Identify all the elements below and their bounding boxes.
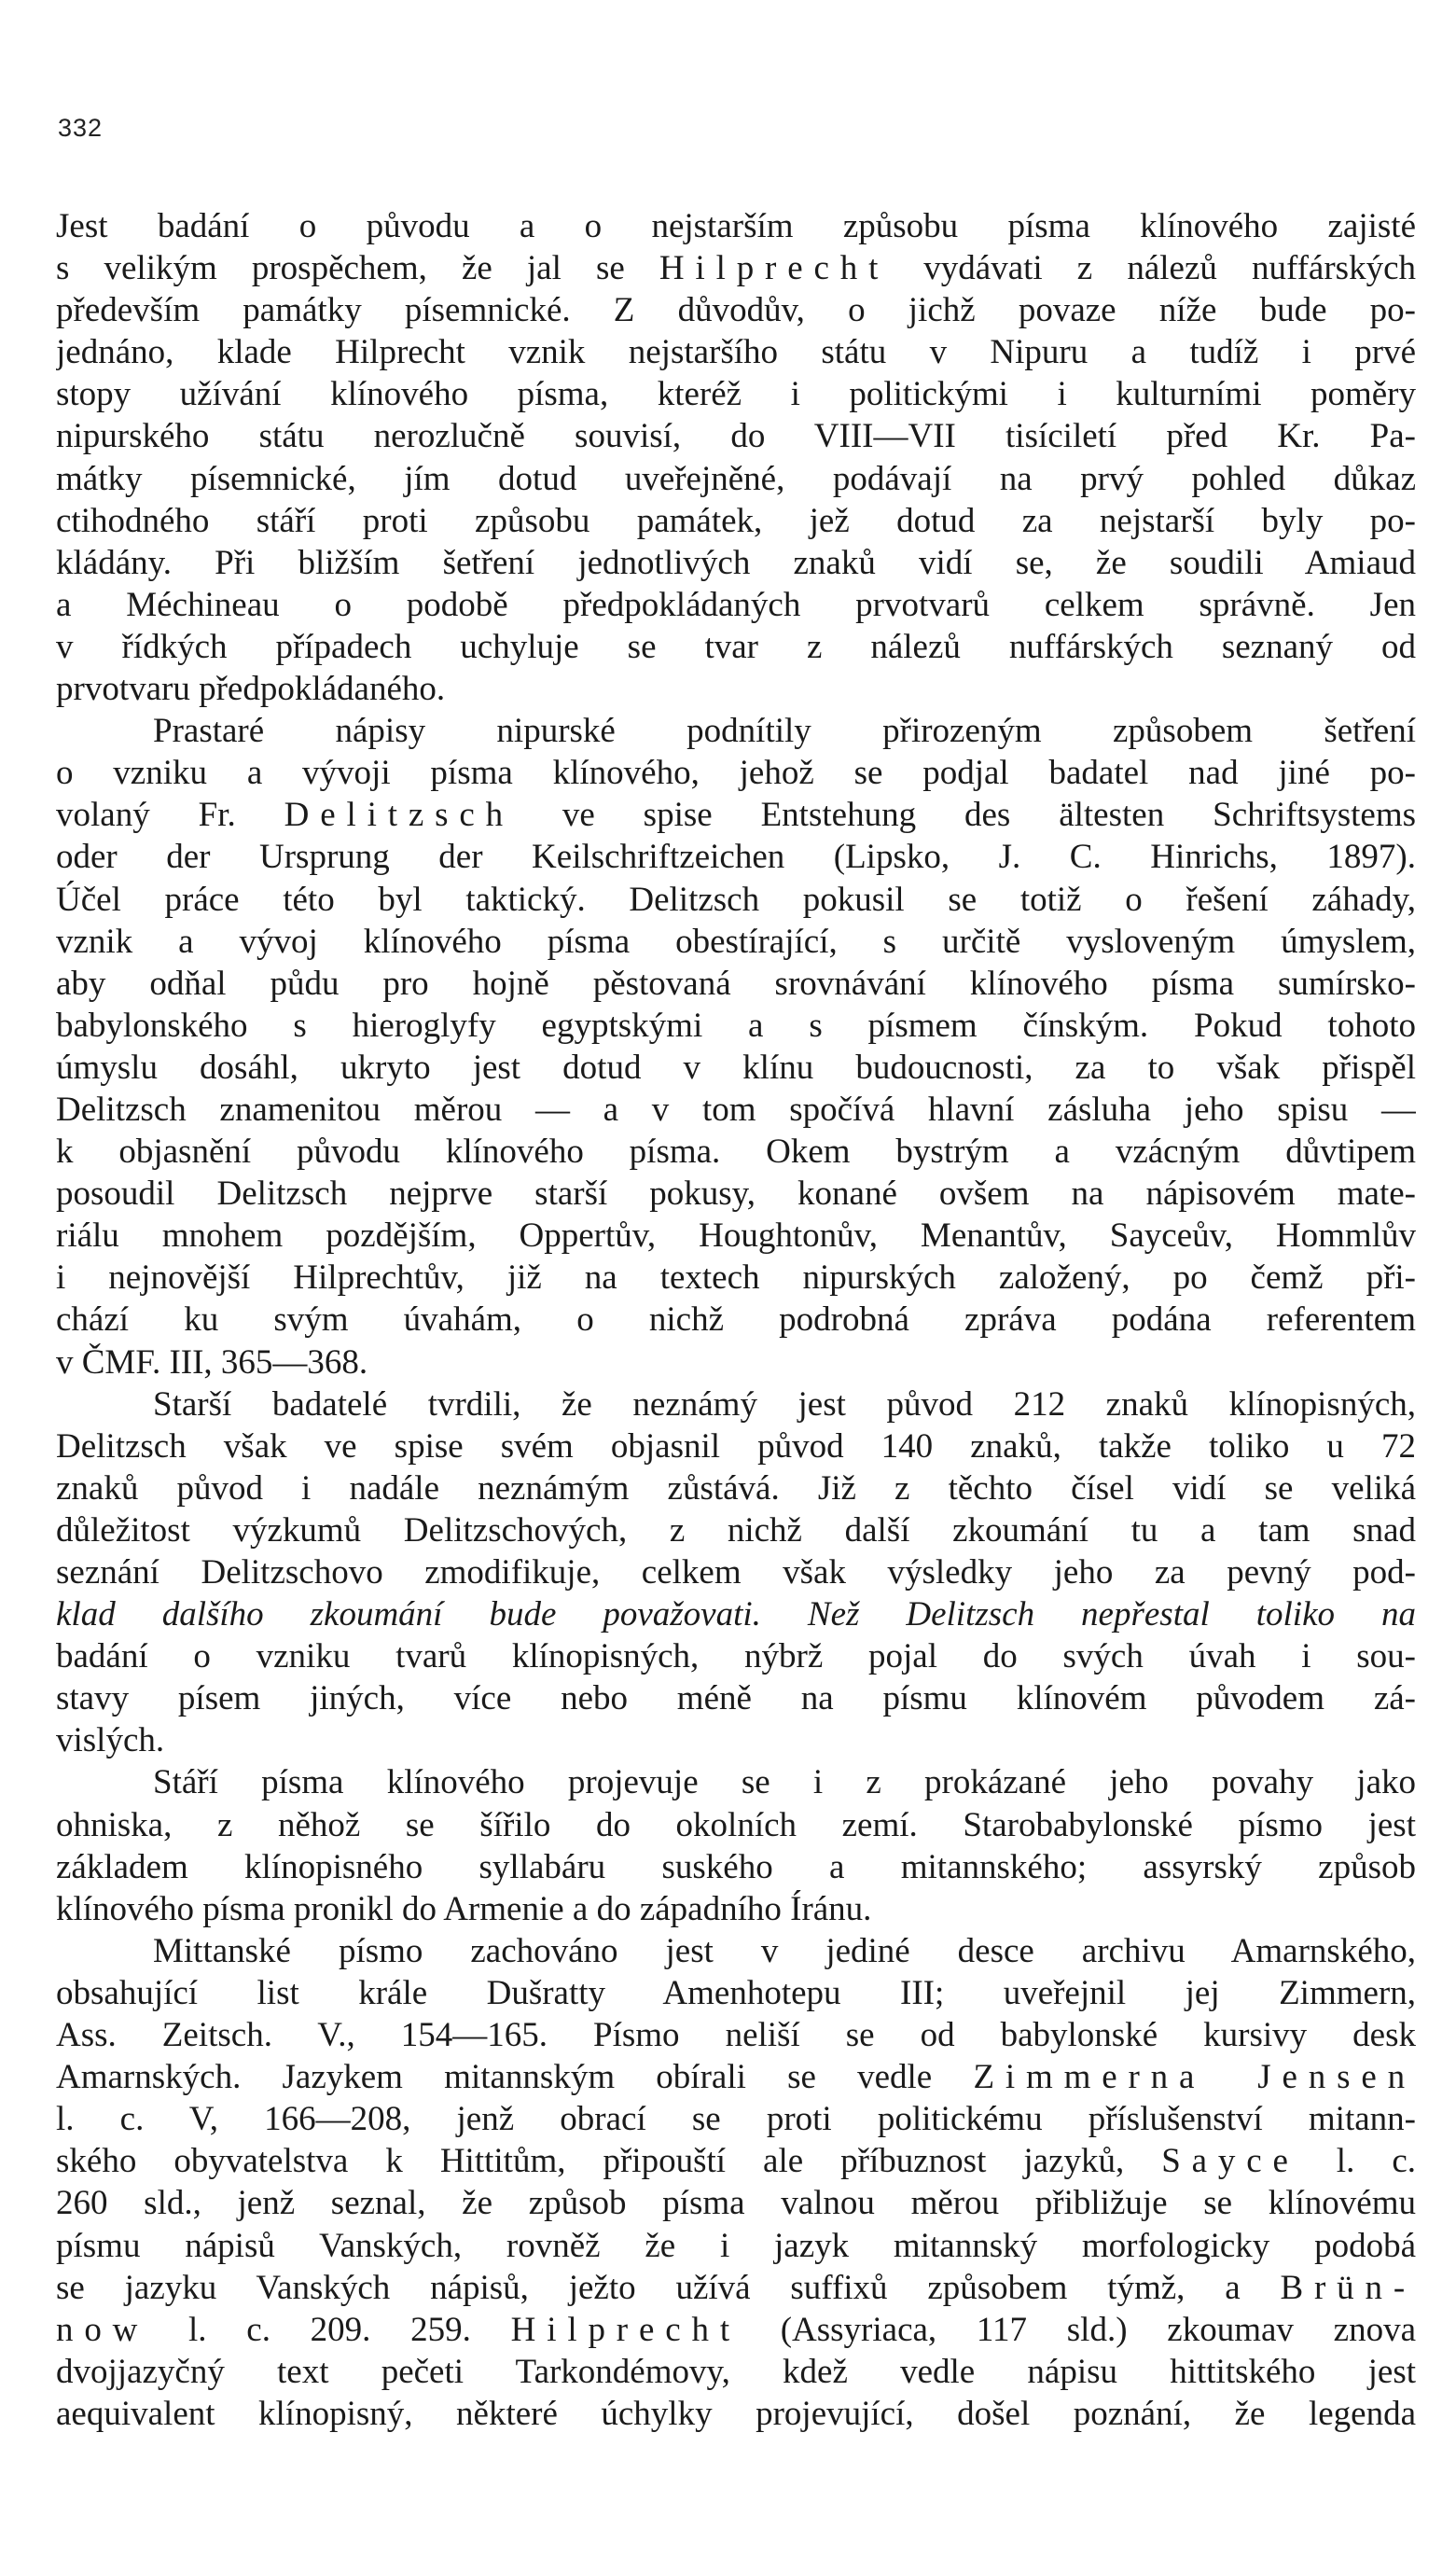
text-line [56, 2393, 1416, 2435]
text-segment: badání o vzniku tvarů klínopisných, nýbrž pojal do svých úvah i sou- [56, 1637, 1416, 1676]
text-segment: ctihodného stáří proti způsobu památek, jež dotud za nejstarší byly po- [56, 501, 1416, 540]
text-line [56, 1635, 1416, 1677]
text-segment: (Assyriaca, 117 sld.) zkoumav znova [740, 2310, 1416, 2349]
text-segment: se jazyku Vanských nápisů, ježto užívá suffixů způsobem týmž, a [56, 2268, 1281, 2307]
text-segment: Amarnských. Jazykem mitannským obírali se vedle [56, 2058, 974, 2097]
text-segment: vislých. [56, 1721, 165, 1760]
text-segment: s velikým prospěchem, že jal se [56, 249, 659, 288]
body-text [56, 205, 1416, 2435]
text-segment: ve spise Entstehung des ältesten Schriftsystems [513, 796, 1416, 835]
text-segment: ohniska, z něhož se šířilo do okolních zemí. Starobabylonské písmo jest [56, 1805, 1416, 1844]
text-line [56, 1677, 1416, 1719]
text-line [56, 1005, 1416, 1047]
text-segment: chází ku svým úvahám, o nichž podrobná zpráva podána referentem [56, 1300, 1416, 1340]
text-segment: klínového písma pronikl do Armenie a do západního Íránu. [56, 1889, 872, 1928]
spaced-name: Hilprecht [659, 249, 890, 288]
text-line [56, 1930, 1416, 1972]
text-line [56, 584, 1416, 626]
text-segment: aequivalent klínopisný, některé úchylky projevující, došel poznání, že legenda [56, 2394, 1416, 2433]
text-line [56, 2309, 1416, 2351]
text-segment: oder der Ursprung der Keilschriftzeichen (Lipsko, J. C. Hinrichs, 1897). [56, 838, 1416, 877]
text-line [56, 1131, 1416, 1173]
text-line [56, 1467, 1416, 1509]
text-segment: v ČMF. III, 365—368. [56, 1342, 368, 1382]
text-line [56, 1509, 1416, 1551]
text-line [56, 2056, 1416, 2098]
text-segment: vznik a vývoj klínového písma obestírající, s určitě vysloveným úmyslem, [56, 922, 1416, 961]
text-segment: riálu mnohem pozdějším, Oppertův, Houghtonův, Menantův, Sayceův, Hommlův [56, 1216, 1416, 1256]
text-segment: Delitzsch však ve spise svém objasnil původ 140 znaků, takže toliko u 72 [56, 1426, 1416, 1466]
text-line [56, 1383, 1416, 1425]
text-line [56, 2267, 1416, 2309]
text-segment: Starší badatelé tvrdili, že neznámý jest původ 212 znaků klínopisných, [153, 1384, 1416, 1424]
text-line [56, 794, 1416, 836]
text-segment: důležitost výzkumů Delitzschových, z nichž další zkoumání tu a tam snad [56, 1510, 1416, 1550]
text-segment: babylonského s hieroglyfy egyptskými a s písmem čínským. Pokud tohoto [56, 1006, 1416, 1045]
text-line [56, 205, 1416, 247]
page-number: 332 [58, 114, 104, 142]
text-segment: 260 sld., jenž seznal, že způsob písma valnou měrou přibližuje se klínovému [56, 2184, 1416, 2223]
text-line [56, 963, 1416, 1005]
text-segment: Jest badání o původu a o nejstarším způsobu písma klínového zajisté [56, 207, 1416, 245]
text-line [56, 836, 1416, 878]
text-line [56, 710, 1416, 752]
text-line [56, 1257, 1416, 1299]
text-segment: Ass. Zeitsch. V., 154—165. Písmo neliší se od babylonské kursivy desk [56, 2016, 1416, 2055]
text-line [56, 626, 1416, 668]
text-segment: klad dalšího zkoumání bude považovati. Než Delitzsch nepřestal toliko na [56, 1595, 1416, 1634]
text-line [56, 1425, 1416, 1467]
text-line [56, 2140, 1416, 2182]
text-segment: úmyslu dosáhl, ukryto jest dotud v klínu budoucnosti, za to však přispěl [56, 1048, 1416, 1087]
text-line [56, 2182, 1416, 2224]
text-line [56, 1342, 1416, 1383]
text-line [56, 1761, 1416, 1803]
text-line [56, 2014, 1416, 2056]
text-line [56, 1804, 1416, 1846]
text-segment: nipurského státu nerozlučně souvisí, do VIII—VII tisíciletí před Kr. Pa- [56, 417, 1416, 456]
text-segment: seznání Delitzschovo zmodifikuje, celkem však výsledky jeho za pevný pod- [56, 1553, 1416, 1592]
text-segment: ského obyvatelstva k Hittitům, připouští ale příbuznost jazyků, [56, 2142, 1162, 2181]
text-line [56, 1551, 1416, 1593]
text-segment: prvotvaru předpokládaného. [56, 670, 446, 709]
text-segment: i nejnovější Hilprechtův, již na textech nipurských založený, po čemž při- [56, 1258, 1416, 1298]
text-line [56, 1173, 1416, 1215]
text-segment: základem klínopisného syllabáru suského a mitannského; assyrský způsob [56, 1847, 1416, 1886]
text-line [56, 1299, 1416, 1341]
text-line [56, 1047, 1416, 1089]
text-segment: volaný Fr. [56, 796, 284, 835]
text-segment: znaků původ i nadále neznámým zůstává. Již z těchto čísel vidí se veliká [56, 1468, 1416, 1508]
spaced-name: Brün- [1280, 2268, 1416, 2307]
text-segment: o vzniku a vývoji písma klínového, jehož se podjal badatel nad jiné po- [56, 754, 1416, 793]
text-line [56, 289, 1416, 331]
text-segment: především památky písemnické. Z důvodův, o jichž povaze níže bude po- [56, 291, 1416, 330]
text-segment: l. c. [1298, 2142, 1416, 2181]
text-line [56, 331, 1416, 373]
text-line [56, 2225, 1416, 2267]
text-segment: Stáří písma klínového projevuje se i z prokázané jeho povahy jako [153, 1763, 1416, 1802]
text-segment: obsahující list krále Dušratty Amenhotepu III; uveřejnil jej Zimmern, [56, 1973, 1416, 2012]
text-segment: Mittanské písmo zachováno jest v jediné desce archivu Amarnského, [153, 1931, 1416, 1970]
text-line [56, 2351, 1416, 2393]
text-line [56, 1089, 1416, 1131]
text-segment: vydávati z nálezů nuffárských [889, 249, 1416, 288]
text-line [56, 2098, 1416, 2140]
text-segment: aby odňal půdu pro hojně pěstovaná srovnávání klínového písma sumírsko- [56, 964, 1416, 1003]
text-line [56, 458, 1416, 500]
text-segment: Delitzsch znamenitou měrou — a v tom spočívá hlavní zásluha jeho spisu — [56, 1090, 1416, 1129]
text-line [56, 1215, 1416, 1257]
text-line [56, 247, 1416, 289]
text-segment: dvojjazyčný text pečeti Tarkondémovy, kdež vedle nápisu hittitského jest [56, 2352, 1416, 2391]
text-segment: stavy písem jiných, více nebo méně na písmu klínovém původem zá- [56, 1679, 1416, 1718]
text-line [56, 879, 1416, 921]
text-segment: jednáno, klade Hilprecht vznik nejstaršího státu v Nipuru a tudíž i prvé [56, 333, 1416, 372]
spaced-name: Delitzsch [284, 796, 514, 835]
text-segment: Prastaré nápisy nipurské podnítily přirozeným způsobem šetření [153, 712, 1416, 751]
text-line [56, 921, 1416, 963]
text-line [56, 752, 1416, 794]
spaced-name: Zimmerna Jensen [973, 2058, 1416, 2097]
text-segment: a Méchineau o podobě předpokládaných prvotvarů celkem správně. Jen [56, 585, 1416, 624]
text-segment: l. c. 209. 259. [148, 2310, 511, 2349]
text-line [56, 668, 1416, 710]
text-line [56, 1846, 1416, 1888]
text-segment: kládány. Při bližším šetření jednotlivých znaků vidí se, že soudili Amiaud [56, 543, 1416, 582]
text-line [56, 1719, 1416, 1761]
text-line [56, 1972, 1416, 2014]
text-segment: k objasnění původu klínového písma. Okem bystrým a vzácným důvtipem [56, 1133, 1416, 1172]
text-line [56, 500, 1416, 542]
text-segment: Účel práce této byl taktický. Delitzsch pokusil se totiž o řešení záhady, [56, 880, 1416, 919]
text-segment: posoudil Delitzsch nejprve starší pokusy, konané ovšem na nápisovém mate- [56, 1175, 1416, 1214]
text-segment: v řídkých případech uchyluje se tvar z nálezů nuffárských seznaný od [56, 627, 1416, 666]
text-line [56, 415, 1416, 457]
text-segment: písmu nápisů Vanských, rovněž že i jazyk mitannský morfologicky podobá [56, 2226, 1416, 2265]
spaced-name: Sayce [1161, 2142, 1299, 2181]
text-segment: mátky písemnické, jím dotud uveřejněné, podávají na prvý pohled důkaz [56, 459, 1416, 498]
text-line [56, 542, 1416, 584]
spaced-name: Hilprecht [510, 2310, 741, 2349]
spaced-name: now [56, 2310, 149, 2349]
text-line [56, 373, 1416, 415]
text-segment: l. c. V, 166—208, jenž obrací se proti politickému příslušenství mitann- [56, 2100, 1416, 2139]
text-line [56, 1888, 1416, 1930]
text-line [56, 1593, 1416, 1635]
text-segment: stopy užívání klínového písma, kteréž i politickými i kulturními poměry [56, 375, 1416, 414]
